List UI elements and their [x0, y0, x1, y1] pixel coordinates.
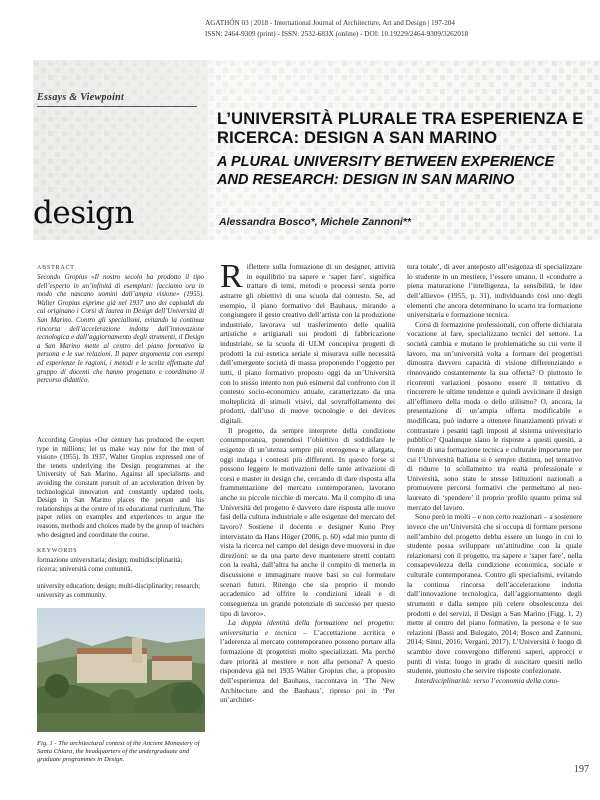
figure-caption: Fig. 1 - The architectural context of the Ancient Monastery of Santa Chiara, the headquarters of the undergraduate and graduate programmes in Design.	[37, 740, 200, 764]
keywords-english: university education; design; multi-disciplinarity; research; university as community.	[37, 583, 201, 599]
journal-line: AGATHÓN 03 | 2018 - International Journal of Architecture, Art and Design | 197-204	[205, 19, 455, 27]
section-divider	[37, 106, 197, 107]
page-number: 197	[574, 764, 589, 775]
body-paragraph	[220, 258, 395, 426]
title-english: A PLURAL UNIVERSITY BETWEEN EXPERIENCE AND RESEARCH: DESIGN IN SAN MARINO	[217, 154, 555, 188]
journal-header	[205, 18, 468, 39]
design-side-word: design	[33, 195, 134, 231]
body-paragraph: Il progetto, da sempre interprete della condizione contemporanea, ponendosi l’obiettivo di soddisfare le esigenze di un’utenza sempre più eterogenea e allargata, oggi indaga i contesti più differenti. In questo forse si possono leggere le motivazioni delle tante attivazioni di corsi e master in design che, cercando di dare risposta alla frammentazione del mercato contemporaneo, lavorano anche su piccole nicchie di mercato. Ma il compito di una Università del progetto è davvero dare risposta alle nuove fasi della cultura industriale e alle esigenze del mercato del lavoro? Sostiene il docente e designer Kuno Prey intervistato da Hans Höger (2006, p. 60) «dal mio punto di vista la ricerca nel campo del design deve muoversi in due direzioni: se da una parte deve mantenere stretti contatti con la realtà, dall’altra ha anche il compito di metterla in discussione e immaginare nuove basi su cui formulare scenari futuri. Ritengo che sia proprio il mondo accademico ad offrire le condizioni ideali e di conseguenza un grande potenziale di successo per questo tipo di lavoro».	[220, 425, 395, 618]
figure-photo	[37, 608, 205, 732]
section-label: Essays & Viewpoint	[37, 92, 125, 103]
keywords-italian: formazione universitaria; design; multidisciplinarità; ricerca; università come comunità.	[37, 557, 183, 573]
body-paragraph	[407, 676, 582, 686]
keywords-label: KEYWORDS	[37, 548, 78, 554]
body-text: – L’accettazione acritica e l’aderenza al mercato contemporaneo possono portare alla formazione di progettisti molto specializzati. Ma perché dare priorità al mestiere e non alla persona? A questo rispondeva già nel 1935 Walter Gropius che, a proposito dell’esperienza del Bauhaus, raccontava in ‘The New Architecture and the Bauhaus’, ripreso poi in ‘Per un’architet-	[220, 627, 395, 705]
drop-cap: R	[220, 258, 243, 295]
body-column-middle	[220, 258, 395, 705]
body-column-right	[407, 262, 582, 686]
body-paragraph	[220, 618, 395, 705]
section-heading-inline: Interdisciplinarità: verso l’economia della cono-	[415, 675, 560, 685]
body-paragraph: Corsi di formazione professionali, con offerte dichiarata vocazione al fare, specializzano tecnici del settore. La società cambia e mutano le problematiche su cui verte il lavoro, ma un’università volta a formare dei progettisti dimostra davvero capacità di visione differenziando e rinnovando costantemente la sua offerta? O piuttosto le ricorrenti variazioni possono essere il tentativo di rincorrere le ultime tendenze e quindi avvicinare il design all’effimero della moda o dello stilismo? O, ancora, la presentazione di un’ampia offerta modificabile e modificata, può indurre a ottenere finanziamenti privati e contrastare i pesanti tagli imposti al sistema universitario pubblico? Qualunque siano le risposte a questi quesiti, a fronte di una formazione tecnica e culturale importante per cui l’Università Italiana si è sempre distinta, nel tentativo di ridurre lo scollamento tra realtà professionale e Università, sono state le stesse Istituzioni nazionali a promuovere percorsi formativi che permettano al neo-laureato di ‘spendere’ il proprio profilo quanto prima sul mercato del lavoro.	[407, 319, 582, 512]
section-heading-inline: La doppia identità della formazione nel progetto: universitaria e tecnica	[220, 618, 395, 637]
title-italian: L’UNIVERSITÀ PLURALE TRA ESPERIENZA E RICERCA: DESIGN A SAN MARINO	[217, 110, 584, 147]
abstract-english: According Gropius «Our century has produced the expert type in millions; let us make way now for the men of vision» (1955). In 1937, Walter Gropius expressed one of the tenets underlying the Design programmes at the University of San Marino. Against all specialisms and avoiding the constant pursuit of an acceleration driven by technological innovation and constantly updated tools, Design in San Marino places the person and his relationships at the centre of its educational curriculum. The paper relies on examples and experiences to argue the reasons, methods and choices made by the group of teachers who designed and coordinate the course.	[37, 437, 204, 539]
issn-line: ISSN: 2464-9309 (print) - ISSN: 2532-683X (online) - DOI: 10.19229/2464-9309/3262018	[205, 29, 469, 38]
body-text: iflettere sulla formazione di un designer, attività in equilibrio tra sapere e ‘saper fare’, significa trattare di temi, metodi e processi senza porre astrarre gli obiettivi di una scuola dal contesto. Se, ad esempio, il piano formativo del Bauhaus, mirando a congiungere il gesto creativo dell’artista con la produzione industriale, lavorava sul trasferimento delle qualità artistiche e artigianali sui prodotti di fabbricazione industriale, se la scuola di ULM concepiva progetti di prodotti la cui estetica seriale si misurava sulle necessità dell’emergente società di massa proponendo l’oggetto per tutti, il piano formativo proposto oggi da un’Università con lo stesso intento non può esimersi dal confronto con il contesto socio-economico attuale, caratterizzato da una molteplicità di stimoli visivi, dal sovraffollamento dei prodotti, dall’uso di nuove tecnologie e dei devices digitali.	[220, 262, 395, 425]
body-paragraph: tura totale’, di aver anteposto all’esigenza di specializzare lo studente in un mestiere, l’essere umano, il «condurre a piena maturazione l’intelligenza, la sensibilità, le idee dell’allievo» (1955, p. 31), individuando così uno degli elementi che ancora determinano lo scarto tra formazione universitaria e formazione tecnica.	[407, 262, 582, 320]
abstract-italian: Secondo Gropius «Il nostro secolo ha prodotto il tipo dell’esperto in un’infinità di esemplari: facciamo ora in modo che nascano uomini dall’ampia visione» (1955). Walter Gropius esprime già nel 1937 uno dei capisaldi da cui originano i Corsi di laurea in Design dell’Università di San Marino. Contro gli specialismi, evitando la continua rincorsa dell’accelerazione indotta dall’innovazione tecnologica e dall’aggiornamento degli strumenti, il Design a San Marino mette al centro del piano formativo la persona e le sue relazioni. Il paper argomenta con esempi ed esperienze le ragioni, i metodi e le scelte effettuate dal gruppo di docenti che hanno progettato e coordinano il percorso didattico.	[37, 274, 204, 385]
abstract-label: ABSTRACT	[37, 265, 75, 271]
monastery-landscape-image	[37, 608, 205, 732]
body-paragraph: Sono però in molti – e non certo reazionari – a sostenere invece che un’Università che si occupa di formare persone nell’ambito del progetto debba essere un luogo in cui lo studente possa sviluppare un’attitudine con la quale relazionarsi con il progetto, tra sapere e ‘saper fare’, nella consapevolezza della condizione economica, sociale e culturale contemporanea. Contro gli specialismi, evitando la continua rincorsa dell’accelerazione indotta dall’innovazione tecnologica, dall’aggiornamento degli strumenti e dalla sempre più celere obsolescenza dei prodotti e dei servizi, il Design a San Marino (Figg. 1, 2) mette al centro del piano formativo, la persona e le sue relazioni (Bassi and Bulegato, 2014; Bosco and Zannoni, 2014; Sinni, 2016; Vergani, 2017). L’Università è luogo di scambio dove convergono differenti saperi, approcci e punti di vista; luogo in grado di suscitare quesiti nello studente, piuttosto che servire risposte confezionate.	[407, 512, 582, 676]
authors: Alessandra Bosco*, Michele Zannoni**	[219, 216, 411, 228]
